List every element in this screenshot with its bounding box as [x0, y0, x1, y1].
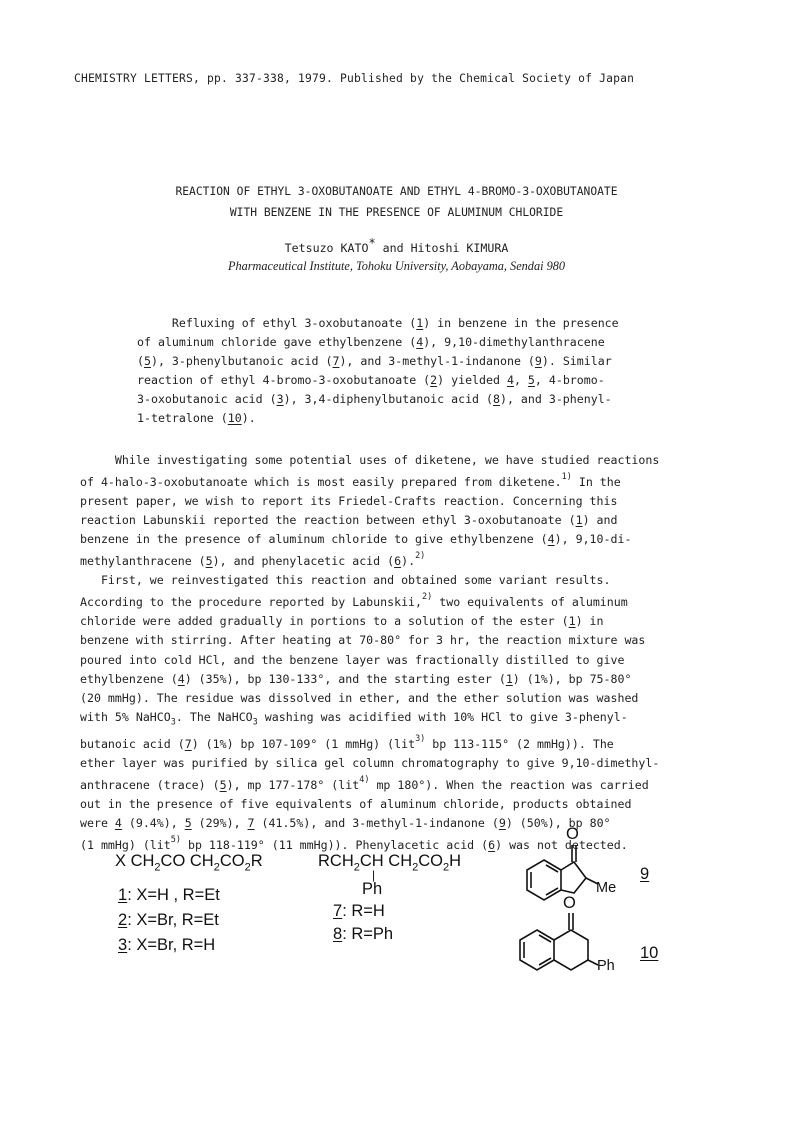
compound-10-label: 10 — [640, 944, 659, 962]
tetralone-oxygen: O — [563, 894, 576, 912]
compound-8-row: 8: R=Ph — [333, 925, 394, 943]
compound-2-row: 2: X=Br, R=Et — [118, 911, 219, 929]
phenyl-label: Ph — [597, 958, 615, 974]
indanone-benzene-ring — [527, 860, 561, 900]
title-line-1: REACTION OF ETHYL 3-OXOBUTANOATE AND ETHYL 4-BROMO-3-OXOBUTANOATE — [175, 185, 618, 198]
ref-5: 5) — [170, 835, 181, 846]
ph-substituent: Ph — [362, 880, 383, 898]
tetralone-benzene-ring — [520, 930, 554, 970]
body-text: While investigating some potential uses of diketene, we have studied reactions of 4-halo-3-oxobutanoate which is most easily prepared from diketene.$^{1)}$ In the present paper, we wish to report its Friedel-Crafts reaction. Concerning this reaction Labunskii reported the reaction between ethyl 3-oxobutanoate (1) and benzene in the presence of aluminum chloride to give ethylbenzene (4), 9,10-di- methylanthracene (5), and phenylacetic acid (6).$^{2)}$ First, we reinvestigated this reaction and obtained some variant results. According to the procedure reported by Labunskii,$^{2)}$ two equivalents of aluminum chloride were added gradually in portions to a solution of the ester (1) in benzene with stirring. After heating at 70-80° for 3 hr, the reaction mixture was poured into cold HCl, and the benzene layer was fractionally distilled to give ethylbenzene (4) (35%), bp 130-133°, and the starting ester (1) (1%), bp 75-80° (20 mmHg). The residue was dissolved in ether, and the ether solution was washed with 5% NaHCO$_3$. The NaHCO$_3$ washing was acidified with 10% HCl to give 3-phenyl- butanoic acid (7) (1%) bp 107-109° (1 mmHg) (lit$^{3)}$ bp 113-115° (2 mmHg)). The ether layer was purified by silica gel column chromatography to give 9,10-dimethyl- anthracene (trace) (5), mp 177-178° (lit$^{4)}$ mp 180°). When the reaction was carried out in the presence of five equivalents of aluminum chloride, products obtained were 4 (9.4%), 5 (29%), 7 (41.5%), and 3-methyl-1-indanone (9) (50%), bp 80° (1 mmHg) (lit$^{5)}$ bp 118-119° (11 mmHg)). Phenylacetic acid (6) was not detected. — [80, 453, 660, 853]
paper-title — [0, 181, 793, 223]
compound-9-label: 9 — [640, 865, 650, 883]
abstract: Refluxing of ethyl 3-oxobutanoate (1) in benzene in the presence of aluminum chloride gave ethylbenzene (4), 9,10-dimethylanthracene (5), 3-phenylbutanoic acid (7), and 3-methyl-1-indanone (9). Similar reaction of ethyl 4-bromo-3-oxobutanoate (2) yielded 4, 5, 4-bromo- 3-oxobutanoic acid (3), 3,4-diphenylbutanoic acid (8), and 3-phenyl- 1-tetralone (10). — [137, 316, 619, 425]
author-2: Hitoshi KIMURA — [410, 240, 509, 255]
formula-acid: $RCH_2CH$ $CH_2CO_2H$ — [318, 852, 462, 874]
title-line-2: WITH BENZENE IN THE PRESENCE OF ALUMINUM CHLORIDE — [229, 206, 564, 219]
author-1: Tetsuzo KATO — [284, 240, 369, 255]
indanone-five-ring — [561, 862, 586, 893]
indanone-oxygen: O — [566, 825, 579, 843]
ref-3: 3) — [415, 734, 426, 745]
corresponding-star: * — [368, 236, 376, 250]
formula-ester: X $CH_2CO$ $CH_2CO_2R$ — [115, 852, 263, 874]
ref-1: 1) — [561, 472, 572, 483]
tetralone-six-ring — [554, 930, 588, 970]
methyl-label: Me — [596, 880, 617, 896]
compound-1-row: 1: X=H , R=Et — [118, 886, 220, 904]
authors — [0, 236, 793, 255]
running-header: CHEMISTRY LETTERS, pp. 337-338, 1979. Published by the Chemical Society of Japan — [74, 72, 635, 85]
ph-bond: | — [372, 868, 376, 882]
compound-7-row: 7: R=H — [333, 902, 385, 920]
compound-3-row: 3: X=Br, R=H — [118, 936, 216, 954]
ref-4: 4) — [359, 775, 370, 786]
ref-2: 2) — [415, 551, 426, 562]
affiliation: Pharmaceutical Institute, Tohoku University, Aobayama, Sendai 980 — [227, 259, 566, 273]
author-connector: and — [375, 240, 411, 255]
